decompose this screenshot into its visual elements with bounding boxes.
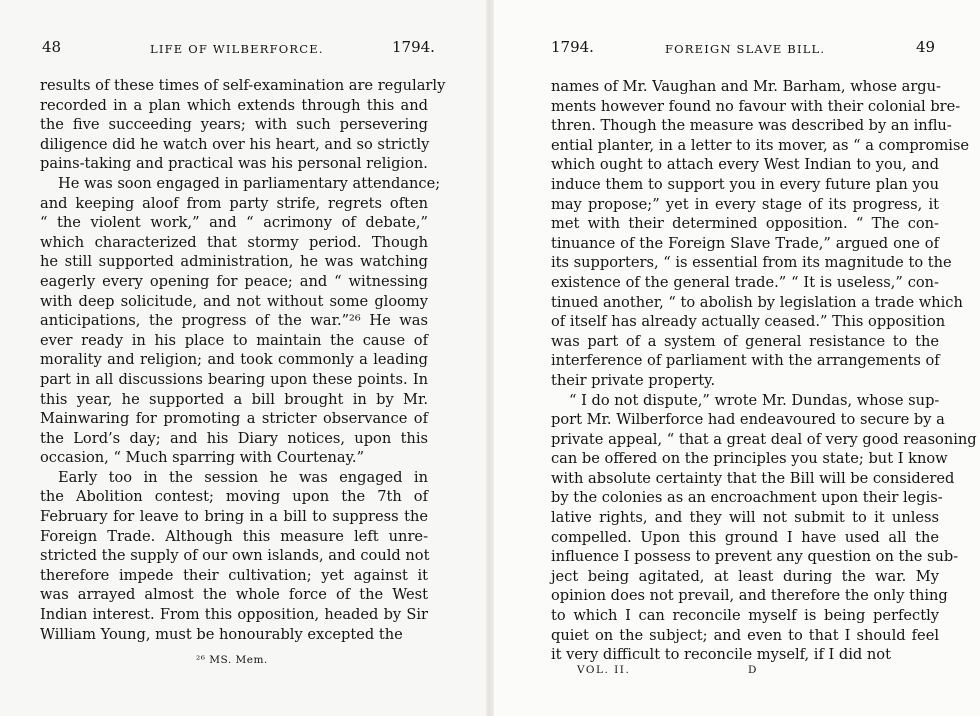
text-line: tinuance of the Foreign Slave Trade,” argued one of xyxy=(551,234,939,252)
right-year: 1794. xyxy=(551,38,594,56)
text-line: “ the violent work,” and “ acrimony of debate,” xyxy=(40,214,428,232)
text-line: with deep solicitude, and not without some gloomy xyxy=(40,292,428,310)
text-line: stricted the supply of our own islands, and could not xyxy=(40,547,430,565)
text-line: the five succeeding years; with such persevering xyxy=(40,116,428,134)
text-line: therefore impede their cultivation; yet against it xyxy=(40,566,428,584)
text-line: port Mr. Wilberforce had endeavoured to secure by a xyxy=(551,411,945,429)
text-line: pains-taking and practical was his personal religion. xyxy=(40,155,428,173)
text-line: with absolute certainty that the Bill will be considered xyxy=(551,469,955,487)
text-line: the Abolition contest; moving upon the 7th of xyxy=(40,488,428,506)
text-line: met with their determined opposition. “ The con- xyxy=(551,215,939,233)
text-line: induce them to support you in every future plan you xyxy=(551,175,939,193)
text-line: tinued another, “ to abolish by legislation a trade which xyxy=(551,293,963,311)
text-line: recorded in a plan which extends through this and xyxy=(40,96,428,114)
text-line: “ I do not dispute,” wrote Mr. Dundas, whose sup- xyxy=(569,391,940,409)
text-line: interference of parliament with the arrangements of xyxy=(551,352,940,370)
text-line: was arrayed almost the whole force of the West xyxy=(40,586,428,604)
right-page xyxy=(490,0,980,716)
left-footnote: ²⁶ MS. Mem. xyxy=(196,654,268,666)
right-running-head: FOREIGN SLAVE BILL. xyxy=(665,42,826,56)
text-line: Foreign Trade. Although this measure left unre- xyxy=(40,527,428,545)
text-line: the Lord’s day; and his Diary notices, upon this xyxy=(40,429,428,447)
text-line: February for leave to bring in a bill to suppress the xyxy=(40,508,428,526)
text-line: results of these times of self-examination are regularly xyxy=(40,77,446,94)
left-body-text xyxy=(40,76,446,644)
text-line: of itself has already actually ceased.” This opposition xyxy=(551,313,946,331)
text-line: diligence did he watch over his heart, and so strictly xyxy=(40,135,430,153)
text-line: by the colonies as an encroachment upon their legis- xyxy=(551,489,943,507)
text-line: which ought to attach every West Indian to you, and xyxy=(551,156,939,174)
right-page-number: 49 xyxy=(916,38,936,56)
text-line: may propose;” yet in every stage of its progress, it xyxy=(551,195,939,213)
text-line: their private property. xyxy=(551,371,716,389)
text-line: ential planter, in a letter to its mover, as “ a compromise xyxy=(551,136,970,154)
text-line: was part of a system of general resistance to the xyxy=(551,332,939,350)
book-gutter xyxy=(486,0,494,716)
text-line: can be offered on the principles you state; but I know xyxy=(551,450,948,468)
signature-mark: D xyxy=(748,664,758,676)
text-line: this year, he supported a bill brought in by Mr. xyxy=(40,390,428,408)
text-line: opinion does not prevail, and therefore the only thing xyxy=(551,587,948,605)
text-line: and keeping aloof from party strife, regrets often xyxy=(40,194,428,212)
right-body-text xyxy=(551,77,977,665)
text-line: morality and religion; and took commonly a leading xyxy=(40,351,428,369)
signature-volume: VOL. II. xyxy=(577,664,631,676)
left-running-head: LIFE OF WILBERFORCE. xyxy=(150,42,324,56)
text-line: lative rights, and they will not submit to it unless xyxy=(551,509,939,527)
left-year: 1794. xyxy=(392,38,435,56)
text-line: its supporters, “ is essential from its magnitude to the xyxy=(551,254,952,272)
text-line: ments however found no favour with their colonial bre- xyxy=(551,97,961,115)
text-line: William Young, must be honourably excepted the xyxy=(40,625,403,643)
text-line: which characterized that stormy period. Though xyxy=(40,233,428,251)
left-page-number: 48 xyxy=(42,38,62,56)
text-line: eagerly every opening for peace; and “ witnessing xyxy=(40,272,428,290)
text-line: quiet on the subject; and even to that I should feel xyxy=(551,626,939,644)
text-line: Indian interest. From this opposition, headed by Sir xyxy=(40,606,428,624)
text-line: existence of the general trade.” “ It is useless,” con- xyxy=(551,273,939,291)
text-line: influence I possess to prevent any question on the sub- xyxy=(551,548,959,566)
text-line: He was soon engaged in parliamentary attendance; xyxy=(58,174,441,192)
text-line: Mainwaring for promoting a stricter observance of xyxy=(40,410,428,428)
text-line: ject being agitated, at least during the war. My xyxy=(551,567,939,585)
text-line: he still supported administration, he was watching xyxy=(40,253,428,271)
text-line: thren. Though the measure was described by an influ- xyxy=(551,117,952,135)
text-line: part in all discussions bearing upon these points. In xyxy=(40,370,428,388)
text-line: occasion, “ Much sparring with Courtenay.” xyxy=(40,449,365,467)
text-line: anticipations, the progress of the war.”²⁶ He was xyxy=(40,312,428,330)
text-line: private appeal, “ that a great deal of very good reasoning xyxy=(551,430,977,448)
text-line: to which I can reconcile myself is being perfectly xyxy=(551,607,939,625)
text-line: compelled. Upon this ground I have used all the xyxy=(551,528,939,546)
text-line: names of Mr. Vaughan and Mr. Barham, whose argu- xyxy=(551,78,941,95)
text-line: it very difficult to reconcile myself, if I did not xyxy=(551,646,891,664)
text-line: Early too in the session he was engaged in xyxy=(58,468,428,486)
text-line: ever ready in his place to maintain the cause of xyxy=(40,331,428,349)
